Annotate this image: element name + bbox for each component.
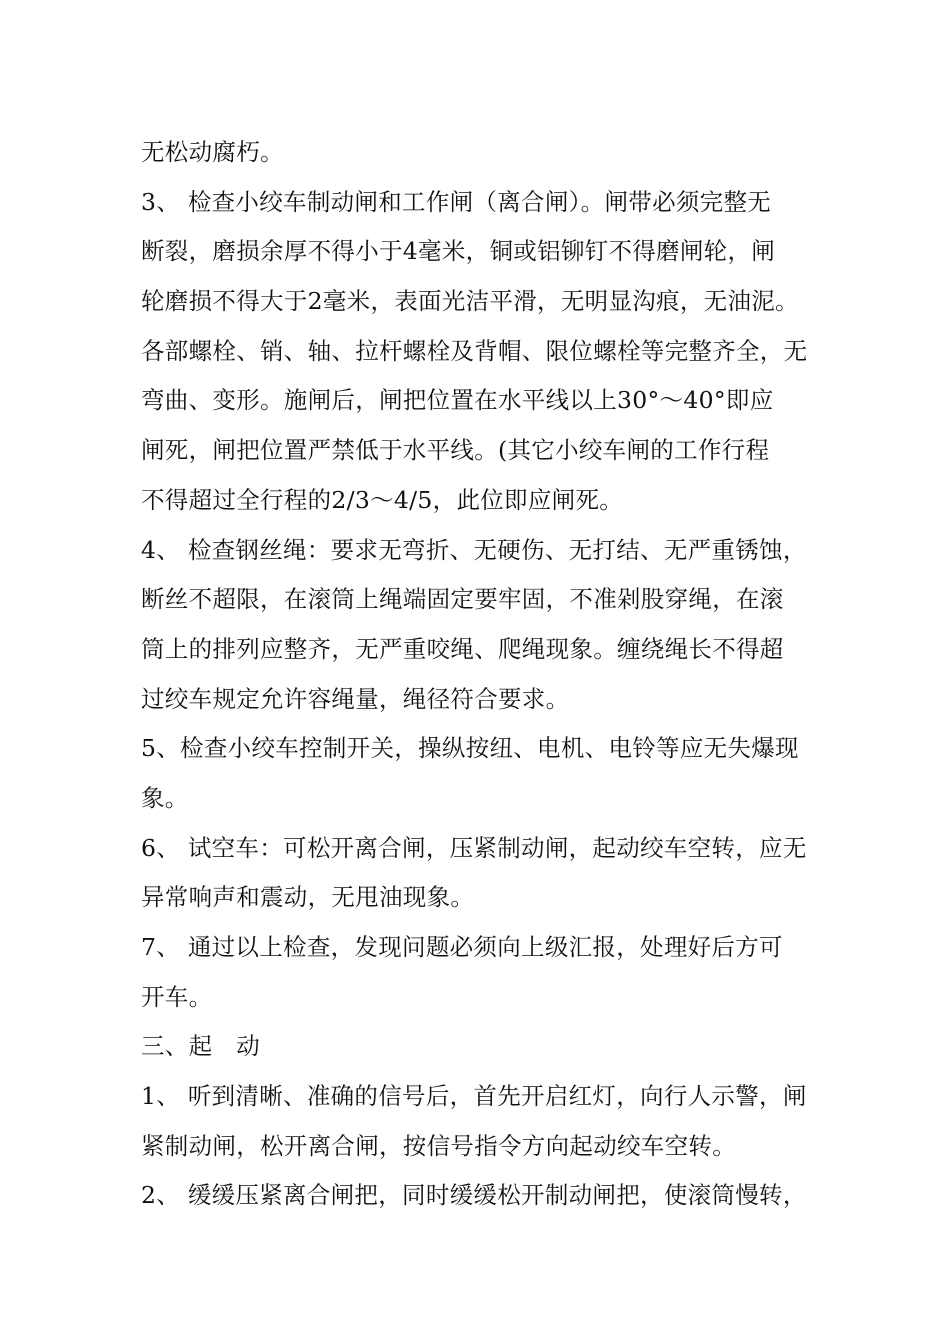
text-line: 异常响声和震动，无甩油现象。 (141, 883, 475, 912)
text-line: 轮磨损不得大于2毫米，表面光洁平滑，无明显沟痕，无油泥。 (141, 287, 799, 316)
text-line: 2、 缓缓压紧离合闸把，同时缓缓松开制动闸把，使滚筒慢转， (141, 1181, 807, 1210)
text-line: 1、 听到清晰、准确的信号后，首先开启红灯，向行人示警，闸 (141, 1082, 807, 1111)
text-line: 象。 (141, 783, 189, 812)
text-line: 筒上的排列应整齐，无严重咬绳、爬绳现象。缠绕绳长不得超 (141, 634, 784, 663)
text-line: 5、检查小绞车控制开关，操纵按纽、电机、电铃等应无失爆现 (141, 734, 799, 763)
text-line: 3、 检查小绞车制动闸和工作闸（离合闸）。闸带必须完整无 (141, 187, 772, 216)
text-line: 6、 试空车：可松开离合闸，压紧制动闸，起动绞车空转，应无 (141, 833, 807, 862)
text-line: 4、 检查钢丝绳：要求无弯折、无硬伤、无打结、无严重锈蚀， (141, 535, 807, 564)
text-line: 弯曲、变形。施闸后，闸把位置在水平线以上30°～40°即应 (141, 386, 774, 415)
body-text (141, 128, 831, 1221)
text-line: 断裂，磨损余厚不得小于4毫米，铜或铝铆钉不得磨闸轮，闸 (141, 237, 776, 266)
text-line: 不得超过全行程的2/3～4/5，此位即应闸死。 (141, 485, 624, 514)
text-line: 紧制动闸，松开离合闸，按信号指令方向起动绞车空转。 (141, 1131, 736, 1160)
text-line: 各部螺栓、销、轴、拉杆螺栓及背帽、限位螺栓等完整齐全，无 (141, 336, 808, 365)
text-line: 7、 通过以上检查，发现问题必须向上级汇报，处理好后方可 (141, 933, 783, 961)
text-line: 闸死，闸把位置严禁低于水平线。(其它小绞车闸的工作行程 (141, 436, 770, 465)
text-line: 断丝不超限，在滚筒上绳端固定要牢固，不准剁股穿绳，在滚 (141, 585, 784, 614)
section-heading: 三、起 动 (141, 1032, 260, 1061)
text-line: 无松动腐朽。 (141, 138, 284, 166)
text-line: 开车。 (141, 982, 213, 1011)
text-line: 过绞车规定允许容绳量，绳径符合要求。 (141, 684, 570, 713)
